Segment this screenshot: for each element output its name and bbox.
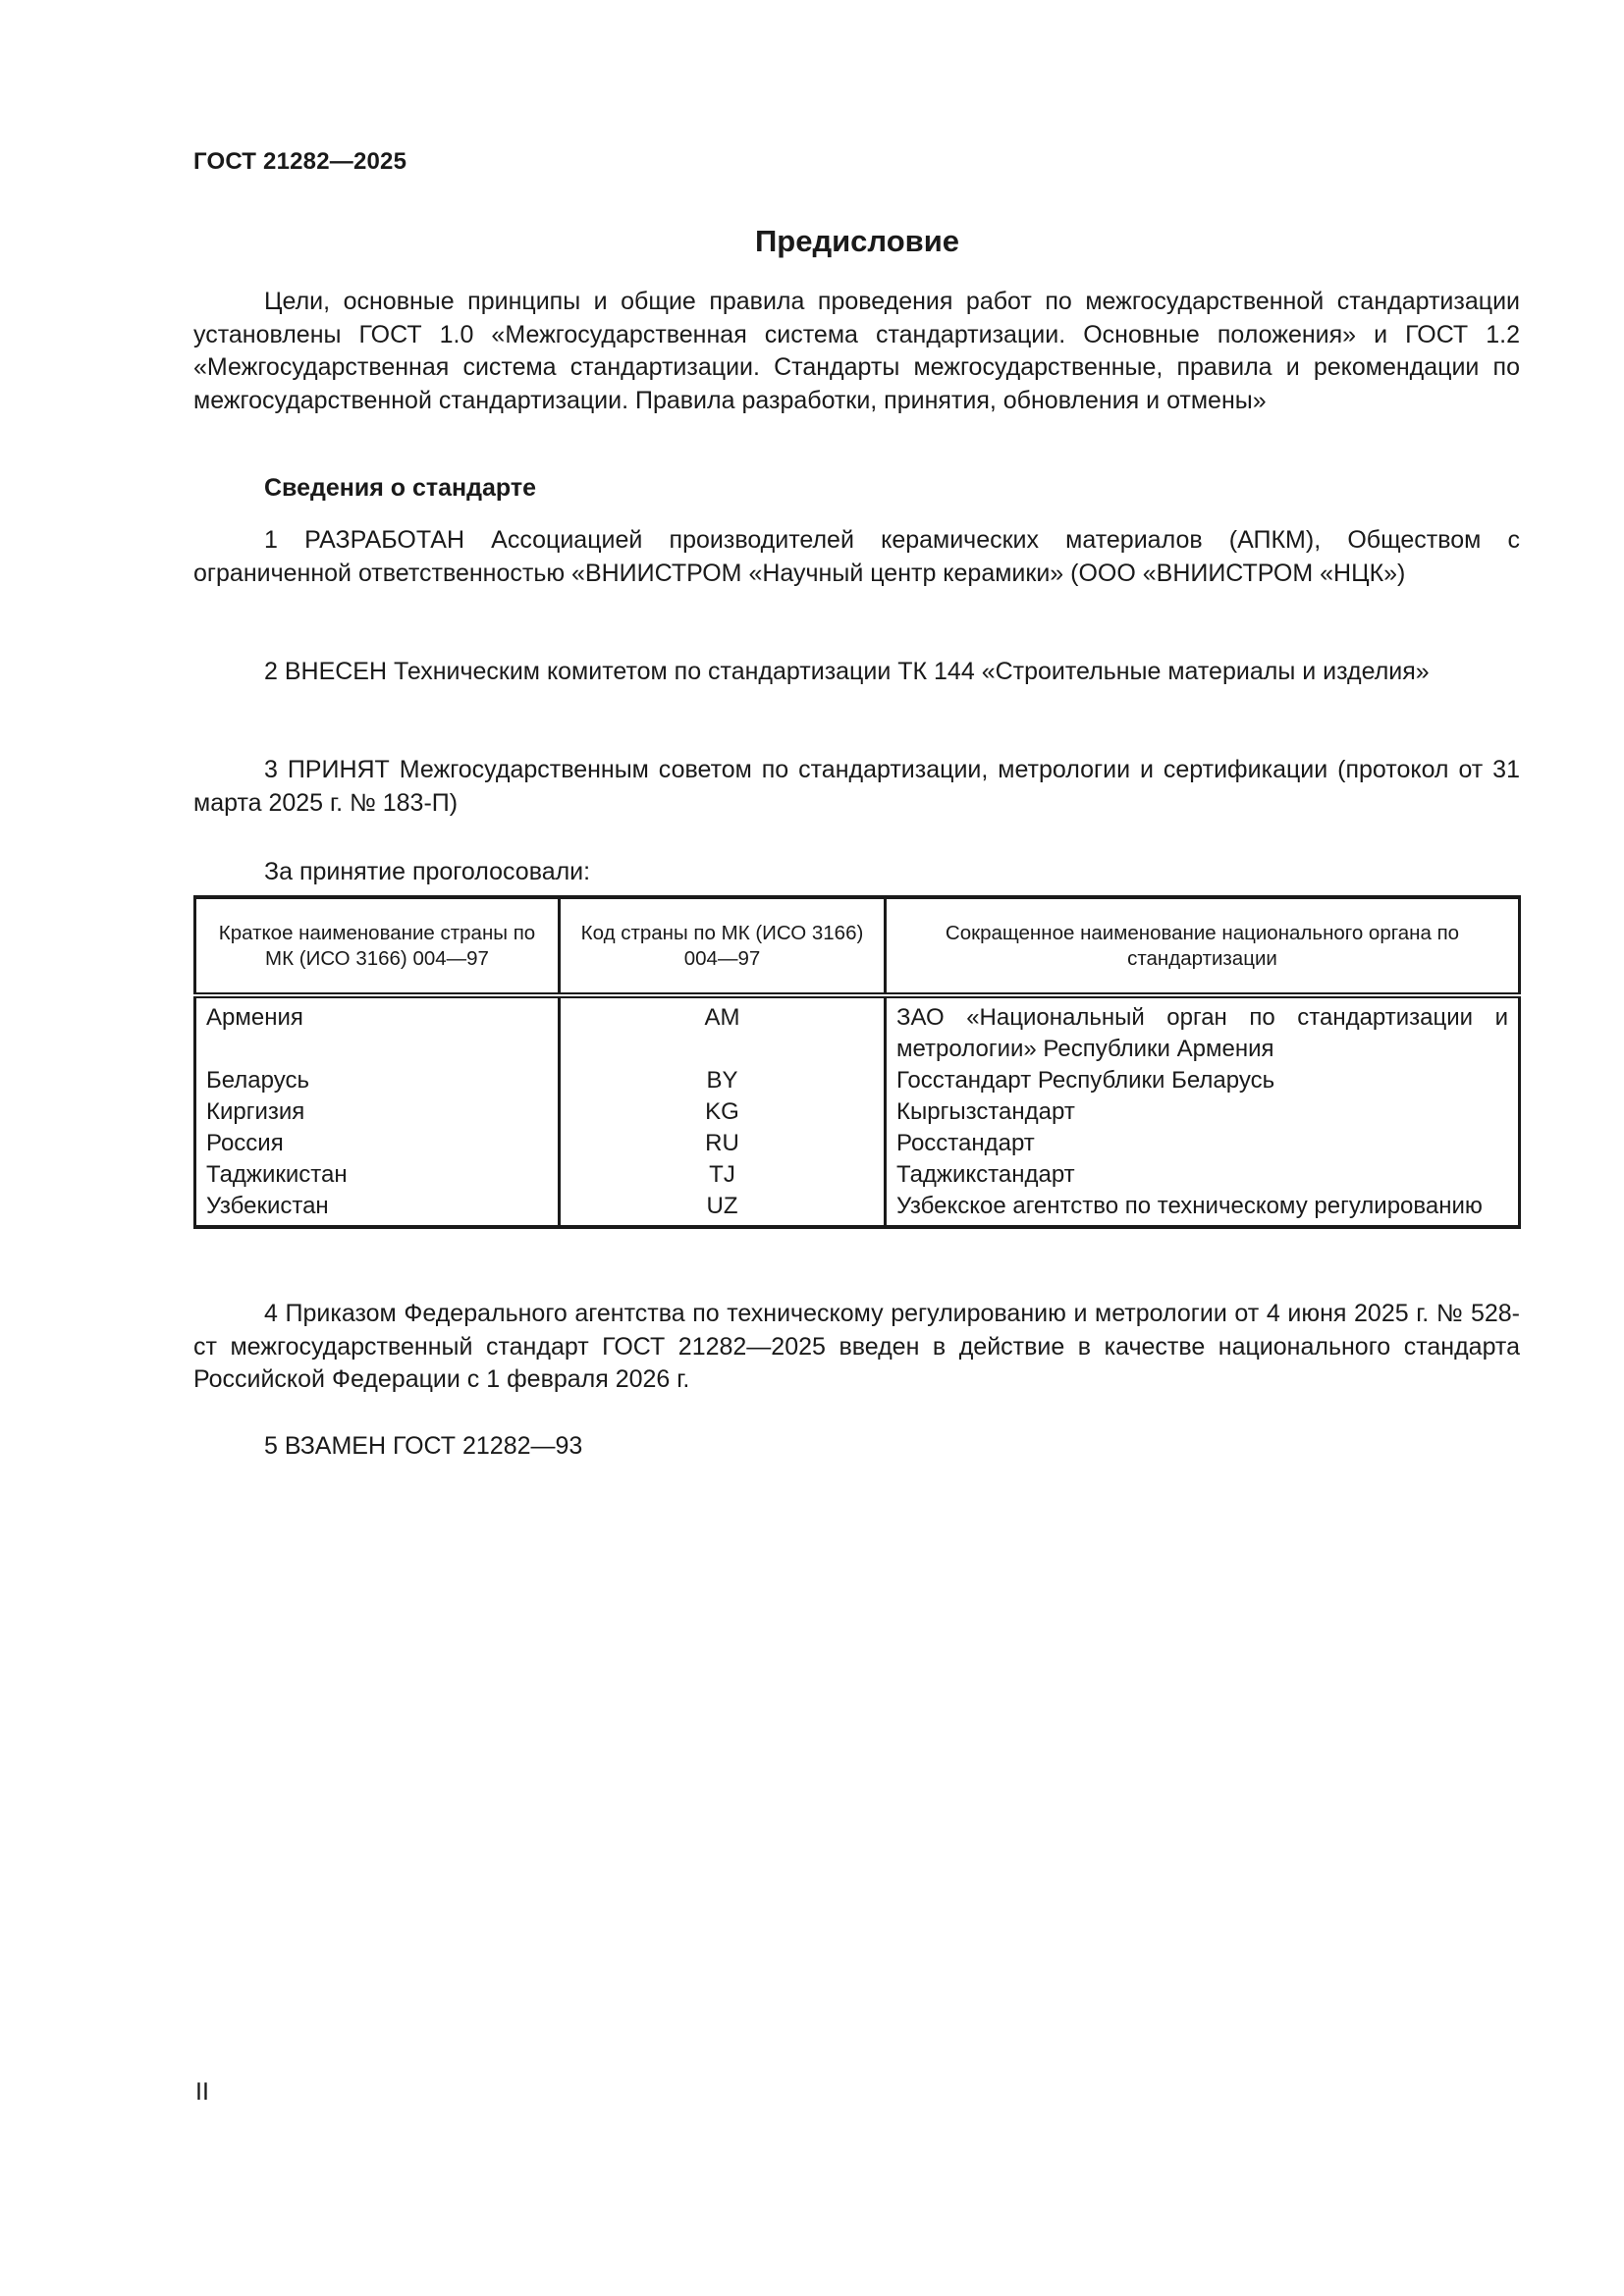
info-heading: Сведения о стандарте xyxy=(264,474,537,502)
item-submitted: 2 ВНЕСЕН Техническим комитетом по стандартизации ТК 144 «Строительные материалы и изделия» xyxy=(264,658,1430,685)
header-country-code: Код страны по МК (ИСО 3166) 004—97 xyxy=(560,897,886,995)
table-row xyxy=(195,1065,1520,1096)
national-body: Узбекское агентство по техническому регулированию xyxy=(886,1191,1520,1227)
country-code: BY xyxy=(560,1065,886,1096)
country-name: Армения xyxy=(206,1004,303,1031)
table-row xyxy=(195,995,1520,1065)
header-country-name: Краткое наименование страны по МК (ИСО 3166) 004—97 xyxy=(195,897,560,995)
item-replaces: 5 ВЗАМЕН ГОСТ 21282—93 xyxy=(264,1432,583,1460)
country-name: Россия xyxy=(206,1130,284,1156)
country-name: Киргизия xyxy=(206,1098,305,1125)
national-body: Таджикстандарт xyxy=(886,1159,1520,1191)
table-row xyxy=(195,1096,1520,1128)
country-name: Таджикистан xyxy=(206,1161,348,1188)
country-name: Беларусь xyxy=(206,1067,309,1094)
table-row xyxy=(195,1128,1520,1159)
item-developed: 1 РАЗРАБОТАН Ассоциацией производителей керамических материалов (АПКМ), Обществом с ограниченной ответственностью «ВНИИСТРОМ «Научный центр керамики» (ООО «ВНИИСТРОМ «НЦК») xyxy=(193,526,1520,587)
page-title: Предисловие xyxy=(754,224,959,258)
item-adopted: 3 ПРИНЯТ Межгосударственным советом по стандартизации, метрологии и сертификации (протокол от 31 марта 2025 г. № 183-П) xyxy=(193,756,1520,817)
country-code: RU xyxy=(560,1128,886,1159)
national-body: Госстандарт Республики Беларусь xyxy=(886,1065,1520,1096)
country-code: KG xyxy=(560,1096,886,1128)
country-name: Узбекистан xyxy=(206,1193,329,1219)
vote-label: За принятие проголосовали: xyxy=(264,858,591,885)
country-code: TJ xyxy=(560,1159,886,1191)
header-national-body: Сокращенное наименование национального органа по стандартизации xyxy=(886,897,1520,995)
table-row xyxy=(195,1159,1520,1191)
national-body: Кыргызстандарт xyxy=(886,1096,1520,1128)
voting-countries-table xyxy=(193,895,1521,1229)
item-order: 4 Приказом Федерального агентства по техническому регулированию и метрологии от 4 июня 2025 г. № 528-ст межгосударственный стандарт ГОСТ 21282—2025 введен в действие в качестве национального стандарта Российской Федерации с 1 февраля 2026 г. xyxy=(193,1300,1520,1393)
page-number: II xyxy=(195,2078,209,2106)
table-row xyxy=(195,1191,1520,1227)
national-body: Росстандарт xyxy=(886,1128,1520,1159)
country-code: UZ xyxy=(560,1191,886,1227)
country-code: AM xyxy=(560,995,886,1065)
document-code: ГОСТ 21282—2025 xyxy=(193,148,407,175)
national-body: ЗАО «Национальный орган по стандартизации и метрологии» Республики Армения xyxy=(886,995,1520,1065)
intro-paragraph: Цели, основные принципы и общие правила проведения работ по межгосударственной стандартизации установлены ГОСТ 1.0 «Межгосударственная система стандартизации. Основные положения» и ГОСТ 1.2 «Межгосударственная система стандартизации. Стандарты межгосударственные, правила и рекомендации по межгосударственной стандартизации. Правила разработки, принятия, обновления и отмены» xyxy=(193,288,1520,414)
table-header-row xyxy=(195,897,1520,995)
